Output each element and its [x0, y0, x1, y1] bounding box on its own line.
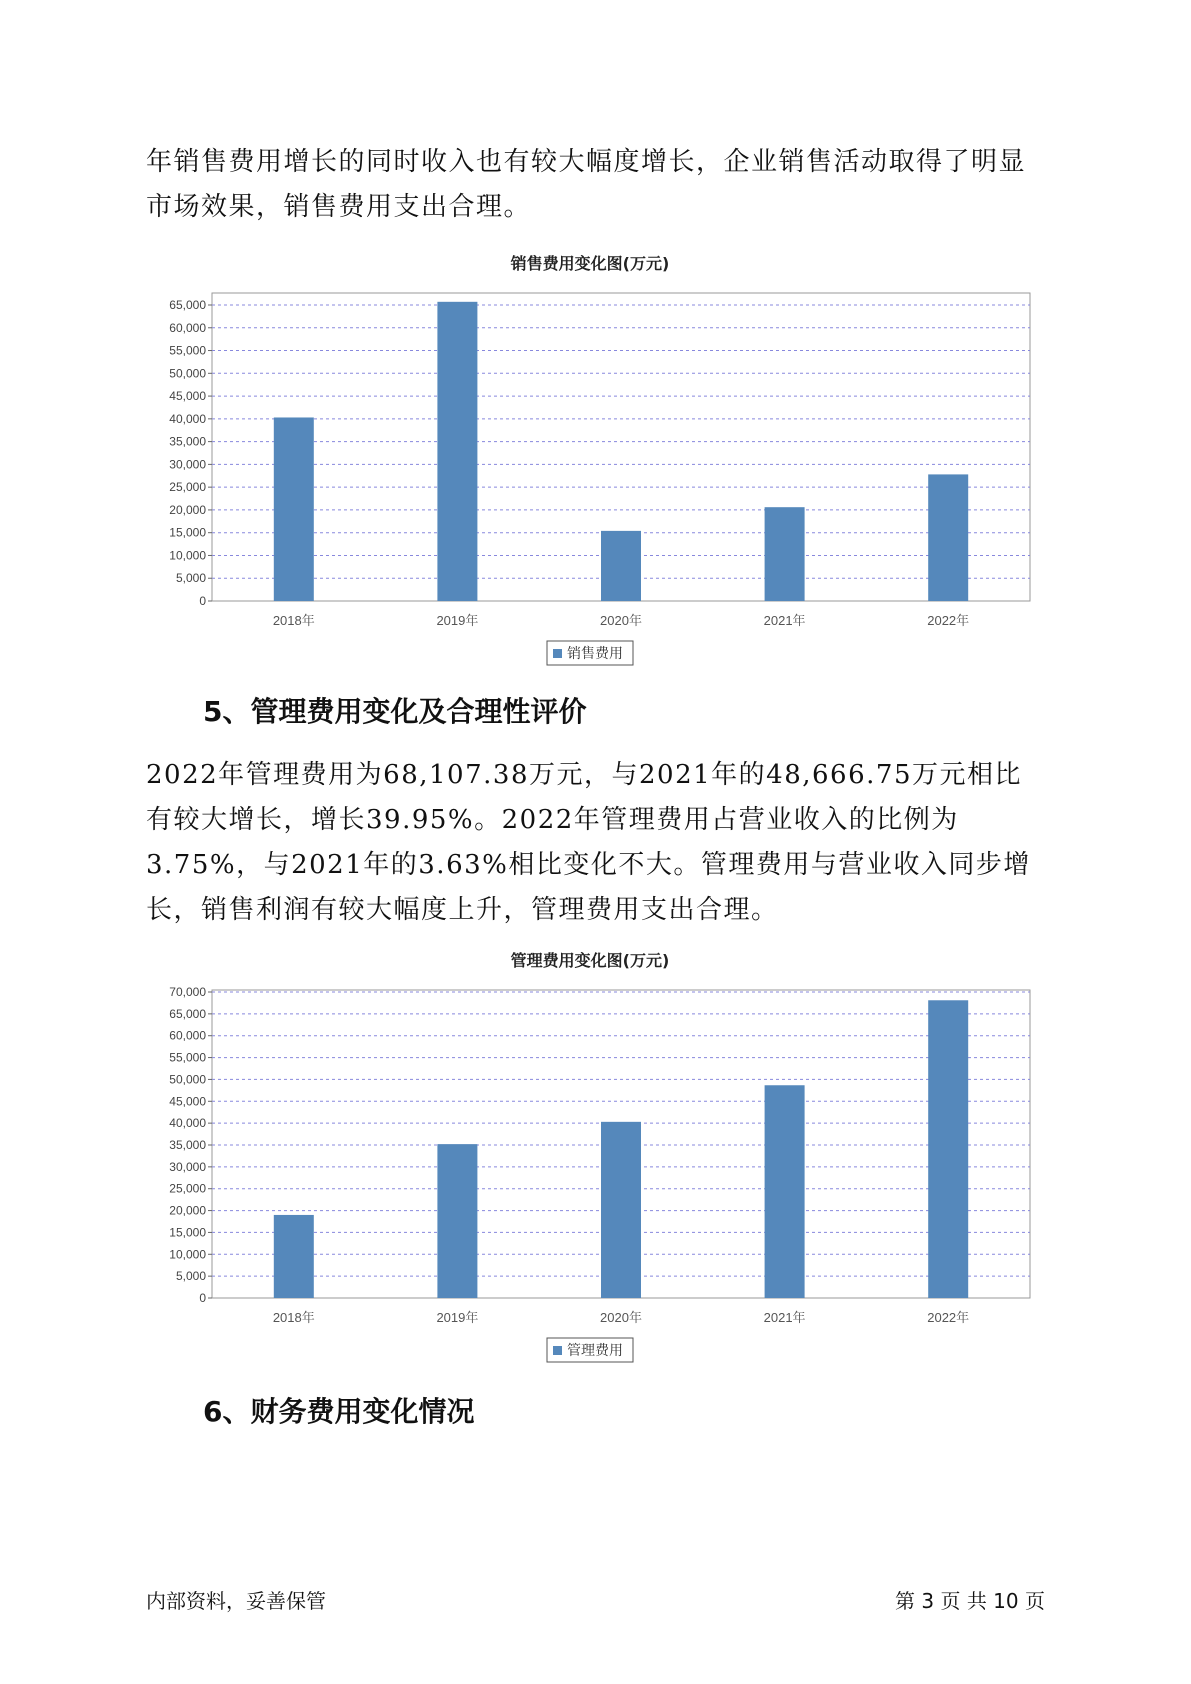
y-tick-label: 60,000: [169, 1028, 206, 1043]
y-tick-label: 65,000: [169, 1006, 206, 1021]
bar-2022年: [928, 1000, 968, 1298]
y-tick-label: 5,000: [175, 1269, 206, 1284]
x-tick-label: 2019年: [436, 1310, 479, 1325]
bar-2018年: [274, 417, 314, 601]
y-tick-label: 55,000: [169, 1050, 206, 1065]
chart-legend: [547, 641, 633, 665]
legend-swatch: [553, 649, 562, 658]
chart-legend: [547, 1338, 633, 1362]
y-tick-label: 30,000: [169, 457, 206, 472]
y-tick-label: 20,000: [169, 1203, 206, 1218]
chart-title: 管理费用变化图(万元): [510, 951, 670, 970]
footer-page-number: 第 3 页 共 10 页: [895, 1589, 1045, 1613]
y-tick-label: 50,000: [169, 1072, 206, 1087]
y-tick-label: 35,000: [169, 434, 206, 449]
bar-2020年: [601, 531, 641, 601]
admin-expense-chart: [140, 942, 1040, 1372]
y-tick-label: 20,000: [169, 502, 206, 517]
bar-2019年: [437, 1144, 477, 1298]
sales-expense-chart: [140, 245, 1040, 675]
y-tick-label: 25,000: [169, 480, 206, 495]
bar-2018年: [274, 1215, 314, 1298]
y-tick-label: 0: [199, 594, 206, 608]
y-tick-label: 25,000: [169, 1181, 206, 1196]
x-tick-label: 2021年: [763, 1310, 806, 1325]
section5-heading: 5、管理费用变化及合理性评价: [203, 695, 587, 728]
x-tick-label: 2022年: [927, 613, 970, 628]
section5-paragraph: 2022年管理费用为68,107.38万元，与2021年的48,666.75万元相比有较大增长，增长39.95%。2022年管理费用占营业收入的比例为3.75%，与2021年的3.63%相比变化不大。管理费用与营业收入同步增长，销售利润有较大幅度上升，管理费用支出合理。: [146, 760, 1031, 925]
legend-swatch: [553, 1346, 562, 1355]
section6-heading: 6、财务费用变化情况: [203, 1395, 475, 1428]
bar-2021年: [765, 507, 805, 601]
y-tick-label: 30,000: [169, 1159, 206, 1174]
y-tick-label: 65,000: [169, 298, 206, 312]
sales-expense-chart-svg: [140, 245, 1040, 675]
y-tick-label: 35,000: [169, 1138, 206, 1152]
y-tick-label: 40,000: [169, 1116, 206, 1131]
bar-2020年: [601, 1122, 641, 1298]
y-tick-label: 45,000: [169, 389, 206, 404]
x-tick-label: 2021年: [763, 613, 806, 628]
y-tick-label: 15,000: [169, 1225, 206, 1240]
bar-2022年: [928, 474, 968, 601]
y-tick-label: 40,000: [169, 411, 206, 426]
y-tick-label: 50,000: [169, 366, 206, 381]
x-tick-label: 2018年: [272, 1310, 315, 1325]
admin-expense-chart-svg: [140, 942, 1040, 1372]
legend-label: 管理费用: [567, 1343, 623, 1359]
footer-confidential: 内部资料，妥善保管: [146, 1589, 326, 1613]
y-tick-label: 45,000: [169, 1094, 206, 1109]
y-tick-label: 70,000: [169, 985, 206, 999]
bar-2021年: [765, 1085, 805, 1298]
x-tick-label: 2019年: [436, 613, 479, 628]
intro-paragraph: 年销售费用增长的同时收入也有较大幅度增长，企业销售活动取得了明显市场效果，销售费用支出合理。: [146, 147, 1027, 222]
chart-title: 销售费用变化图(万元): [510, 254, 670, 273]
legend-label: 销售费用: [567, 646, 623, 662]
y-tick-label: 10,000: [169, 1247, 206, 1262]
x-tick-label: 2020年: [600, 1310, 642, 1325]
y-tick-label: 55,000: [169, 343, 206, 358]
y-tick-label: 5,000: [175, 571, 206, 586]
x-tick-label: 2020年: [600, 613, 642, 628]
y-tick-label: 10,000: [169, 548, 206, 563]
y-tick-label: 60,000: [169, 320, 206, 335]
x-tick-label: 2018年: [272, 613, 315, 628]
y-tick-label: 15,000: [169, 525, 206, 540]
y-tick-label: 0: [199, 1291, 206, 1305]
bar-2019年: [437, 302, 477, 601]
x-tick-label: 2022年: [927, 1310, 970, 1325]
